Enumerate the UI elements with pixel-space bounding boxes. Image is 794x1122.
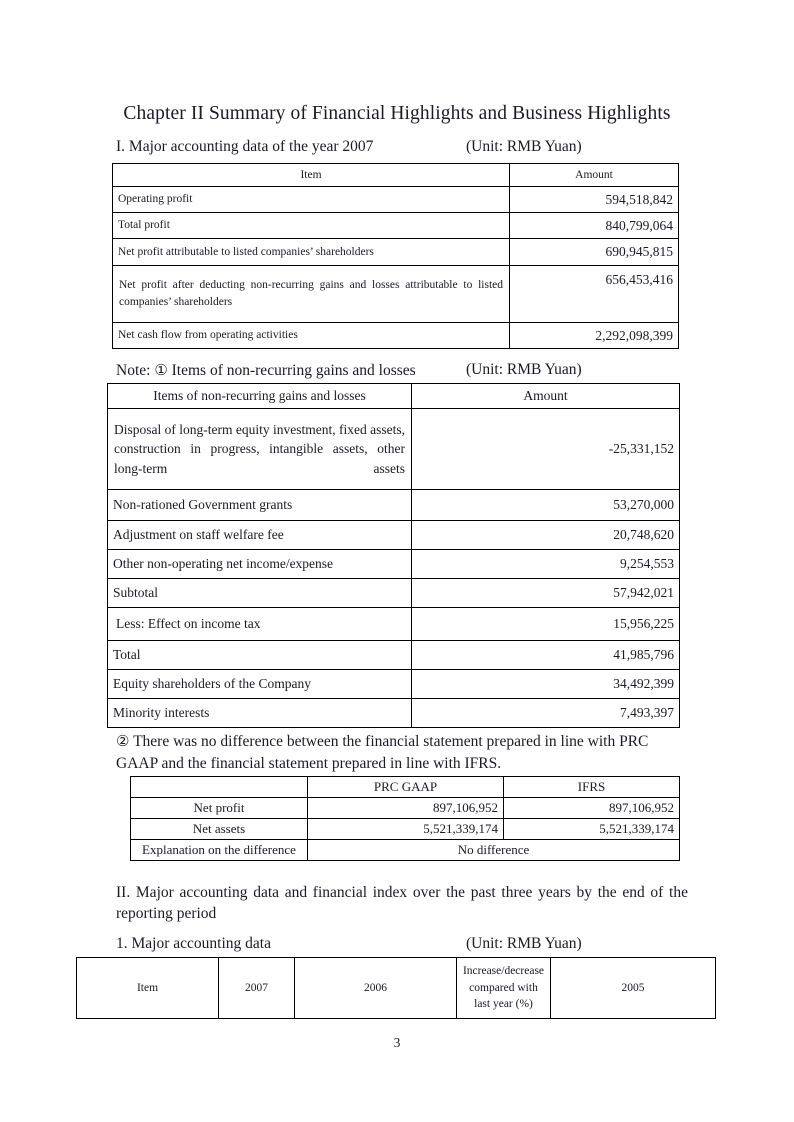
table-row — [108, 608, 680, 641]
row-label: Net profit after deducting non-recurring gains and losses attributable to listed companies’ shareholders — [113, 266, 510, 323]
row-value: -25,331,152 — [412, 409, 680, 490]
table-header-row — [131, 777, 680, 798]
note-1-unit: (Unit: RMB Yuan) — [466, 361, 582, 378]
table-header-row — [113, 164, 679, 187]
header-line-2: compared with — [469, 981, 538, 994]
table-row — [108, 670, 680, 699]
table-row — [113, 213, 679, 239]
row-label: Total — [108, 641, 412, 670]
column-header-items: Items of non-recurring gains and losses — [108, 384, 412, 409]
row-label: Less: Effect on income tax — [108, 608, 412, 641]
table-major-accounting-data — [112, 163, 679, 349]
row-label: Disposal of long-term equity investment, fixed assets, construction in progress, intangible assets, other long-term assets — [108, 409, 412, 490]
column-header-amount: Amount — [412, 384, 680, 409]
table-row — [108, 490, 680, 521]
column-header-prc-gaap: PRC GAAP — [308, 777, 504, 798]
column-header-blank — [131, 777, 308, 798]
header-line-1: Increase/decrease — [462, 964, 545, 977]
row-label: Adjustment on staff welfare fee — [108, 521, 412, 550]
note-1-heading — [116, 361, 416, 380]
table-row — [113, 323, 679, 349]
row-label: Minority interests — [108, 699, 412, 728]
row-value: 7,493,397 — [412, 699, 680, 728]
row-label: Net profit attributable to listed companies’ shareholders — [113, 239, 510, 266]
row-value: 53,270,000 — [412, 490, 680, 521]
row-value: 2,292,098,399 — [510, 323, 679, 349]
note-2-text: There was no difference between the financial statement prepared in line with PRC GAAP and the financial statement prepared in line with IFRS. — [116, 733, 649, 772]
note-2-paragraph — [116, 731, 681, 774]
row-value: 656,453,416 — [510, 266, 679, 323]
table-row — [108, 521, 680, 550]
table-row — [108, 641, 680, 670]
section-1-unit: (Unit: RMB Yuan) — [466, 138, 582, 155]
table-row — [108, 550, 680, 579]
row-value: 690,945,815 — [510, 239, 679, 266]
note-marker-2-icon: ② — [116, 734, 130, 750]
table-header-row — [108, 384, 680, 409]
row-value: 57,942,021 — [412, 579, 680, 608]
table-non-recurring-gains-losses — [107, 383, 680, 728]
column-header-2005: 2005 — [551, 958, 716, 1019]
note-label: Note: — [116, 362, 151, 379]
note-1-title: Items of non-recurring gains and losses — [171, 362, 416, 379]
column-header-2006: 2006 — [295, 958, 457, 1019]
note-marker-1-icon: ① — [154, 363, 168, 379]
row-value-prc-gaap: 5,521,339,174 — [308, 819, 504, 840]
page-number: 3 — [393, 1035, 401, 1050]
row-value: 9,254,553 — [412, 550, 680, 579]
table-row — [131, 840, 680, 861]
table-row — [113, 239, 679, 266]
section-2-subsection: 1. Major accounting data — [116, 935, 271, 952]
section-2-heading: II. Major accounting data and financial index over the past three years by the end of the reporting period — [116, 884, 688, 922]
row-label-explanation: Explanation on the difference — [131, 840, 308, 861]
row-value: 41,985,796 — [412, 641, 680, 670]
table-row — [108, 409, 680, 490]
row-label: Other non-operating net income/expense — [108, 550, 412, 579]
row-label: Total profit — [113, 213, 510, 239]
table-row — [131, 819, 680, 840]
row-label: Operating profit — [113, 187, 510, 213]
row-label: Net profit — [131, 798, 308, 819]
row-value-ifrs: 5,521,339,174 — [504, 819, 680, 840]
row-value-explanation: No difference — [308, 840, 680, 861]
row-label: Non-rationed Government grants — [108, 490, 412, 521]
column-header-item: Item — [113, 164, 510, 187]
table-prc-gaap-ifrs — [130, 776, 680, 861]
row-value: 34,492,399 — [412, 670, 680, 699]
table-row — [108, 699, 680, 728]
row-value-ifrs: 897,106,952 — [504, 798, 680, 819]
table-row — [108, 579, 680, 608]
table-row — [113, 187, 679, 213]
row-value: 594,518,842 — [510, 187, 679, 213]
row-label: Equity shareholders of the Company — [108, 670, 412, 699]
section-1-heading: I. Major accounting data of the year 2007 — [116, 138, 374, 155]
column-header-item: Item — [77, 958, 219, 1019]
row-label: Subtotal — [108, 579, 412, 608]
page-title: Chapter II Summary of Financial Highlights and Business Highlights — [123, 103, 671, 124]
column-header-increase-decrease — [457, 958, 551, 1019]
header-line-3: last year (%) — [474, 998, 533, 1011]
row-value: 840,799,064 — [510, 213, 679, 239]
table-row — [113, 266, 679, 323]
row-value: 15,956,225 — [412, 608, 680, 641]
column-header-2007: 2007 — [219, 958, 295, 1019]
row-value: 20,748,620 — [412, 521, 680, 550]
row-label: Net assets — [131, 819, 308, 840]
row-label: Net cash flow from operating activities — [113, 323, 510, 349]
column-header-ifrs: IFRS — [504, 777, 680, 798]
table-row — [131, 798, 680, 819]
section-2-unit: (Unit: RMB Yuan) — [466, 935, 582, 952]
table-three-year-accounting-data — [76, 957, 716, 1019]
table-header-row — [77, 958, 716, 1019]
column-header-amount: Amount — [510, 164, 679, 187]
row-value-prc-gaap: 897,106,952 — [308, 798, 504, 819]
